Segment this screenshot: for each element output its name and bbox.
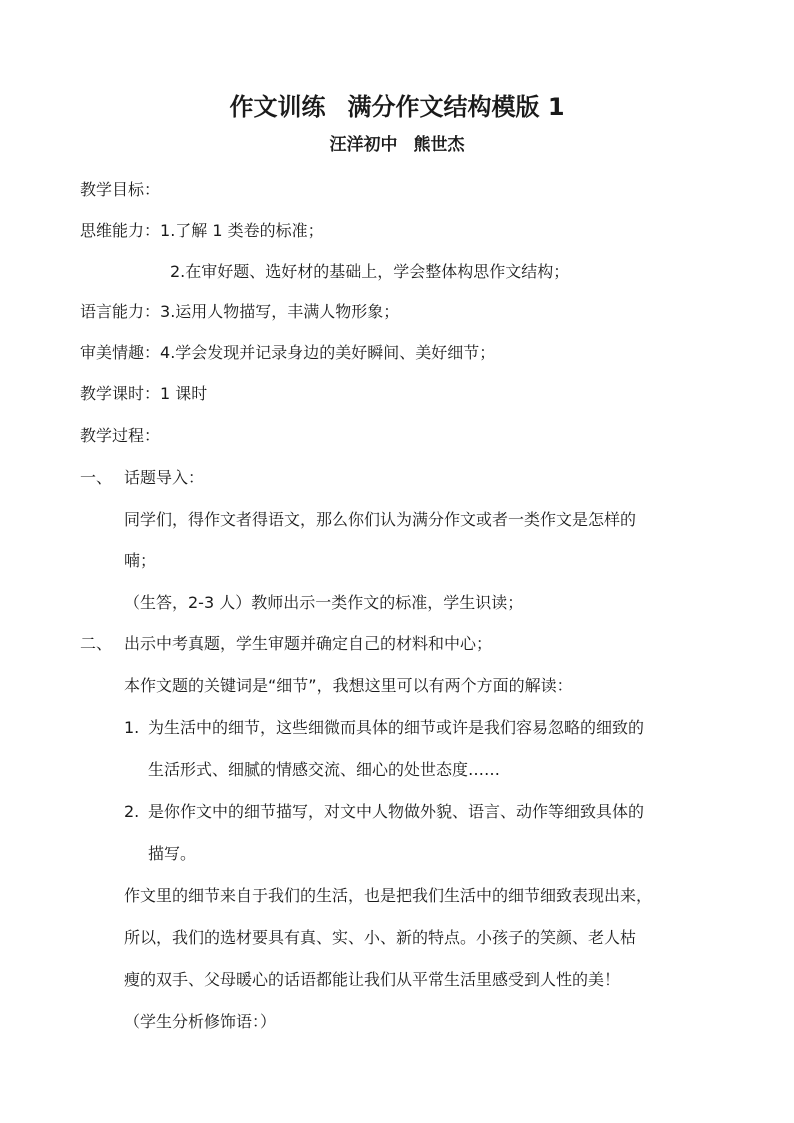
section-2-paragraph-line-1: 作文里的细节来自于我们的生活，也是把我们生活中的细节细致表现出来， [124, 886, 653, 905]
objective-item-2: 2.在审好题、选好材的基础上，学会整体构思作文结构； [170, 262, 570, 281]
section-2-intro: 本作文题的关键词是“细节”，我想这里可以有两个方面的解读： [124, 676, 573, 695]
author-line [0, 134, 794, 156]
document-title [0, 92, 794, 122]
thinking-label: 思维能力： [80, 221, 161, 240]
process-heading: 教学过程： [80, 426, 161, 445]
author-name: 熊世杰 [413, 135, 465, 155]
list-item-2-line-1: 是你作文中的细节描写，对文中人物做外貌、语言、动作等细致具体的 [148, 802, 645, 821]
section-1-paragraph-line-2: 喃； [124, 551, 157, 570]
objectives-heading: 教学目标： [80, 180, 161, 199]
section-2-note: （学生分析修饰语：） [124, 1012, 277, 1031]
objective-thinking [80, 221, 324, 241]
list-item [124, 802, 644, 822]
list-item-1-line-2: 生活形式、细腻的情感交流、细心的处世态度…… [148, 760, 501, 779]
aesthetic-label: 审美情趣： [80, 343, 161, 362]
section-1-paragraph-line-1: 同学们，得作文者得语文，那么你们认为满分作文或者一类作文是怎样的 [124, 510, 637, 529]
language-label: 语言能力： [80, 302, 161, 321]
list-item [124, 718, 644, 738]
objective-item-3: 3.运用人物描写，丰满人物形象； [160, 302, 400, 321]
school-name: 汪洋初中 [329, 135, 398, 155]
list-marker-2: 2. [124, 802, 140, 821]
section-1-note: （生答，2-3 人）教师出示一类作文的标准，学生识读； [124, 593, 524, 612]
list-marker-1: 1. [124, 718, 140, 737]
objective-aesthetic [80, 343, 495, 363]
section-2-number: 二、 [80, 634, 113, 653]
teaching-hours: 教学课时：1 课时 [80, 384, 208, 403]
objective-item-4: 4.学会发现并记录身边的美好瞬间、美好细节； [160, 343, 496, 362]
list-item-2-line-2: 描写。 [148, 844, 197, 863]
section-2-title: 出示中考真题，学生审题并确定自己的材料和中心； [124, 634, 493, 653]
section-1-number: 一、 [80, 468, 113, 487]
section-2-paragraph-line-3: 瘦的双手、父母暖心的话语都能让我们从平常生活里感受到人性的美！ [124, 970, 621, 989]
section-1-title: 话题导入： [124, 468, 205, 487]
objective-language [80, 302, 399, 322]
section-2-paragraph-line-2: 所以，我们的选材要具有真、实、小、新的特点。小孩子的笑颜、老人枯 [124, 928, 637, 947]
title-left: 作文训练 [229, 93, 326, 121]
section-1-heading [80, 468, 204, 488]
section-2-heading [80, 634, 492, 654]
list-item-1-line-1: 为生活中的细节，这些细微而具体的细节或许是我们容易忽略的细致的 [148, 718, 645, 737]
objective-item-1: 1.了解 1 类卷的标准； [160, 221, 324, 240]
title-right: 满分作文结构模版 1 [347, 93, 565, 121]
